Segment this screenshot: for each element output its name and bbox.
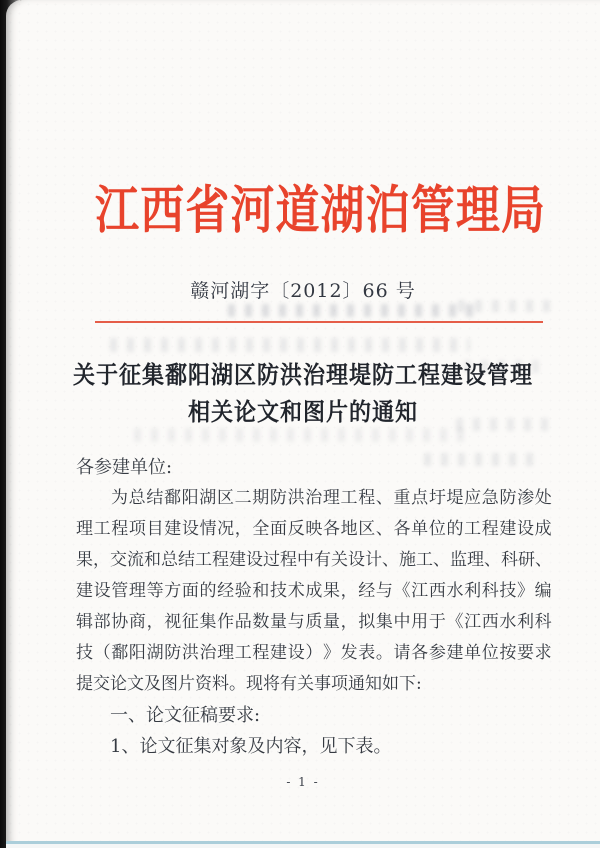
bleed-through-artifact	[134, 428, 464, 442]
notice-title-line-1: 关于征集鄱阳湖区防洪治理堤防工程建设管理	[72, 361, 533, 390]
document-page	[6, 0, 600, 848]
document-reference-number: 赣河湖字〔2012〕66 号	[190, 280, 416, 302]
section-heading: 一、论文征稿要求:	[110, 705, 261, 726]
notice-title-line-2: 相关论文和图片的通知	[187, 398, 418, 427]
red-header-rule	[95, 321, 543, 323]
scanner-bottom-strip	[6, 844, 600, 848]
agency-header-title: 江 西 省 河 道 湖 泊 管 理 局	[95, 180, 545, 242]
bleed-through-artifact	[228, 304, 483, 317]
body-line: 建 设 管 理 等 方 面 的 经 验 和 技 术 成 果 ， 经 与 《 江 西 水 利 科 技 》 编	[76, 581, 552, 601]
notice-body	[76, 452, 552, 762]
bleed-through-artifact	[110, 338, 470, 352]
body-line: 辑 部 协 商 ， 视 征 集 作 品 数 量 与 质 量 ， 拟 集 中 用 于 《 江 西 水 利 科	[76, 612, 552, 632]
page-number: - 1 -	[286, 775, 320, 789]
salutation: 各参建单位:	[76, 457, 173, 478]
body-line: 果 ， 交 流 和 总 结 工 程 建 设 过 程 中 有 关 设 计 、 施 工 、 监 理 、 科 研 、	[76, 550, 552, 570]
body-line: 为 总 结 鄱 阳 湖 区 二 期 防 洪 治 理 工 程 、 重 点 圩 堤 应 急 防 渗 处	[111, 488, 552, 508]
list-item-1: 1、论文征集对象及内容，见下表。	[110, 736, 392, 757]
body-line: 理 工 程 项 目 建 设 情 况 ， 全 面 反 映 各 地 区 、 各 单 位 的 工 程 建 设 成	[76, 519, 552, 539]
body-line: 技 （ 鄱 阳 湖 防 洪 治 理 工 程 建 设 ） 》 发 表 。 请 各 参 建 单 位 按 要 求	[76, 643, 552, 663]
body-line: 提交论文及图片资料。现将有关事项通知如下:	[76, 674, 422, 694]
